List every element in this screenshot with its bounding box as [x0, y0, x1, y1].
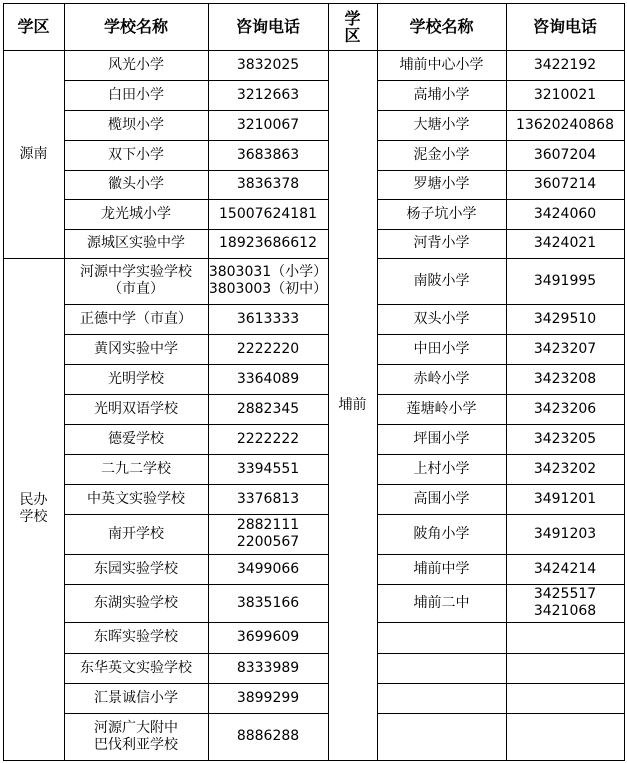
grid-line: [377, 110, 625, 111]
school-phone: 8333989: [236, 659, 300, 676]
district-yuannan: 源南: [19, 145, 48, 162]
school-phone: 3832025: [236, 56, 300, 73]
school-phone: 3364089: [236, 370, 300, 387]
grid-line: [64, 334, 329, 335]
grid-line: [377, 199, 625, 200]
school-name: 河源广大附中 巴伐利亚学校: [94, 719, 178, 753]
school-phone: 3210021: [533, 86, 597, 103]
school-phone: 3423205: [533, 430, 597, 447]
grid-line: [64, 170, 329, 171]
school-phone: 3803031（小学） 3803003（初中）: [208, 264, 328, 297]
grid-line: [64, 653, 329, 654]
school-name: 白田小学: [108, 86, 164, 103]
grid-line: [64, 424, 329, 425]
grid-line: [377, 304, 625, 305]
school-name: 东园实验学校: [94, 560, 178, 577]
district-puqian: 埔前: [338, 396, 367, 413]
grid-line: [3, 3, 4, 761]
school-phone: 3607204: [533, 146, 597, 163]
school-name: [377, 622, 506, 653]
header-phone: 咨询电话: [235, 17, 300, 36]
school-name: 大塘小学: [413, 116, 470, 133]
school-name: 正德中学（市直）: [80, 310, 192, 327]
grid-line: [377, 424, 625, 425]
grid-line: [624, 3, 625, 761]
school-name: 埔前中学: [413, 560, 470, 577]
header-school-name-right: 学校名称: [409, 17, 474, 36]
school-name: 光明双语学校: [94, 400, 178, 417]
school-name: [377, 653, 506, 683]
school-name: 榄坝小学: [108, 116, 164, 133]
school-phone: 3683863: [236, 146, 300, 163]
school-phone: 3491203: [533, 525, 597, 542]
school-phone: [506, 622, 624, 653]
grid-line: [3, 760, 625, 761]
school-name: 东华英文实验学校: [80, 659, 192, 676]
school-name: 赤岭小学: [413, 370, 470, 387]
school-name: 埔前中心小学: [399, 56, 484, 73]
school-phone: 3425517 3421068: [533, 586, 597, 619]
school-phone: [506, 713, 624, 760]
grid-line: [377, 454, 625, 455]
grid-line: [3, 50, 625, 51]
school-name: 高围小学: [413, 490, 470, 507]
school-name: 德爱学校: [108, 430, 164, 447]
school-name: 河源中学实验学校 （市直）: [80, 264, 192, 297]
school-phone: 3424021: [533, 235, 597, 251]
header-phone-right: 咨询电话: [532, 17, 597, 36]
school-name: 二九二学校: [101, 460, 171, 477]
school-name: 南陂小学: [413, 272, 470, 289]
grid-line: [377, 140, 625, 141]
school-name: 风光小学: [108, 56, 164, 73]
school-phone: 3424060: [533, 205, 597, 222]
grid-line: [64, 3, 65, 761]
school-phone: 3899299: [236, 689, 300, 706]
school-phone: 8886288: [236, 728, 300, 744]
school-phone: 2222220: [236, 340, 300, 357]
school-name: 黄冈实验中学: [94, 340, 178, 357]
school-name: 陂角小学: [413, 525, 470, 542]
school-name: 莲塘岭小学: [406, 400, 477, 417]
grid-line: [64, 199, 329, 200]
grid-line: [377, 394, 625, 395]
school-name: 汇景诚信小学: [94, 689, 178, 706]
grid-line: [377, 584, 625, 585]
school-phone: [506, 653, 624, 683]
grid-line: [377, 334, 625, 335]
school-phone: 2882345: [236, 400, 300, 417]
school-name: 河背小学: [413, 235, 470, 251]
school-phone: 2222222: [236, 430, 300, 447]
grid-line: [377, 229, 625, 230]
school-name: 徽头小学: [108, 176, 164, 192]
school-phone: 3210067: [236, 116, 300, 133]
school-name: [377, 683, 506, 713]
school-phone: 2882111 2200567: [236, 517, 300, 550]
school-phone: [506, 683, 624, 713]
grid-line: [377, 364, 625, 365]
school-name: 杨子坑小学: [406, 205, 477, 222]
grid-line: [377, 683, 625, 684]
school-name: 上村小学: [413, 460, 470, 477]
grid-line: [377, 514, 625, 515]
school-phone: 13620240868: [516, 116, 614, 133]
school-name: 高埔小学: [413, 86, 470, 103]
school-phone: 3607214: [533, 176, 597, 192]
grid-line: [64, 110, 329, 111]
grid-line: [377, 3, 378, 761]
school-phone: 3429510: [533, 310, 597, 327]
grid-line: [208, 3, 209, 761]
grid-line: [64, 394, 329, 395]
grid-line: [64, 304, 329, 305]
header-district-right: 学 区: [344, 8, 361, 45]
grid-line: [377, 80, 625, 81]
grid-line: [64, 364, 329, 365]
school-phone: 3836378: [236, 176, 300, 192]
grid-line: [64, 683, 329, 684]
school-name: 东晖实验学校: [94, 629, 178, 645]
school-phone: 3423207: [533, 340, 597, 357]
header-school-name: 学校名称: [103, 17, 168, 36]
school-phone: 3422192: [533, 56, 597, 73]
grid-line: [506, 3, 507, 761]
school-phone: 3424214: [533, 560, 597, 577]
school-phone: 3491201: [533, 490, 597, 507]
grid-line: [64, 584, 329, 585]
grid-line: [377, 484, 625, 485]
header-district: 学区: [17, 17, 50, 36]
school-name: 南开学校: [108, 525, 164, 542]
school-phone: 15007624181: [219, 205, 317, 222]
grid-line: [64, 484, 329, 485]
school-phone: 3699609: [236, 629, 300, 645]
school-name: 泥金小学: [413, 146, 470, 163]
school-name: 龙光城小学: [101, 205, 171, 222]
school-name: 罗塘小学: [413, 176, 470, 192]
grid-line: [377, 713, 625, 714]
grid-line: [377, 554, 625, 555]
grid-line: [377, 653, 625, 654]
grid-line: [64, 229, 329, 230]
grid-line: [3, 3, 625, 4]
school-phone: 18923686612: [219, 235, 317, 251]
school-phone: 3394551: [236, 460, 300, 477]
grid-line: [3, 258, 65, 259]
grid-line: [377, 258, 625, 259]
school-name: 埔前二中: [413, 594, 470, 611]
school-name: 双下小学: [108, 146, 164, 163]
school-phone: 3499066: [236, 560, 300, 577]
grid-line: [328, 3, 329, 761]
grid-line: [64, 554, 329, 555]
grid-line: [64, 258, 329, 259]
grid-line: [64, 140, 329, 141]
grid-line: [377, 622, 625, 623]
school-phone: 3491995: [533, 272, 597, 289]
grid-line: [64, 514, 329, 515]
school-phone: 3423202: [533, 460, 597, 477]
school-name: 中田小学: [413, 340, 470, 357]
school-name: 中英文实验学校: [87, 490, 185, 507]
grid-line: [64, 713, 329, 714]
grid-line: [377, 170, 625, 171]
school-phone: 3835166: [236, 594, 300, 611]
school-name: 坪围小学: [413, 430, 470, 447]
school-phone: 3423208: [533, 370, 597, 387]
school-name: 源城区实验中学: [87, 235, 185, 251]
school-phone: 3212663: [236, 86, 300, 103]
grid-line: [64, 622, 329, 623]
school-name: 东湖实验学校: [94, 594, 178, 611]
grid-line: [64, 80, 329, 81]
school-phone: 3613333: [236, 310, 300, 327]
school-phone: 3423206: [533, 400, 597, 417]
school-name: 光明学校: [108, 370, 164, 387]
district-private-schools: 民办 学校: [19, 492, 48, 525]
school-name: 双头小学: [413, 310, 470, 327]
grid-line: [64, 454, 329, 455]
school-phone: 3376813: [236, 490, 300, 507]
school-name: [377, 713, 506, 760]
